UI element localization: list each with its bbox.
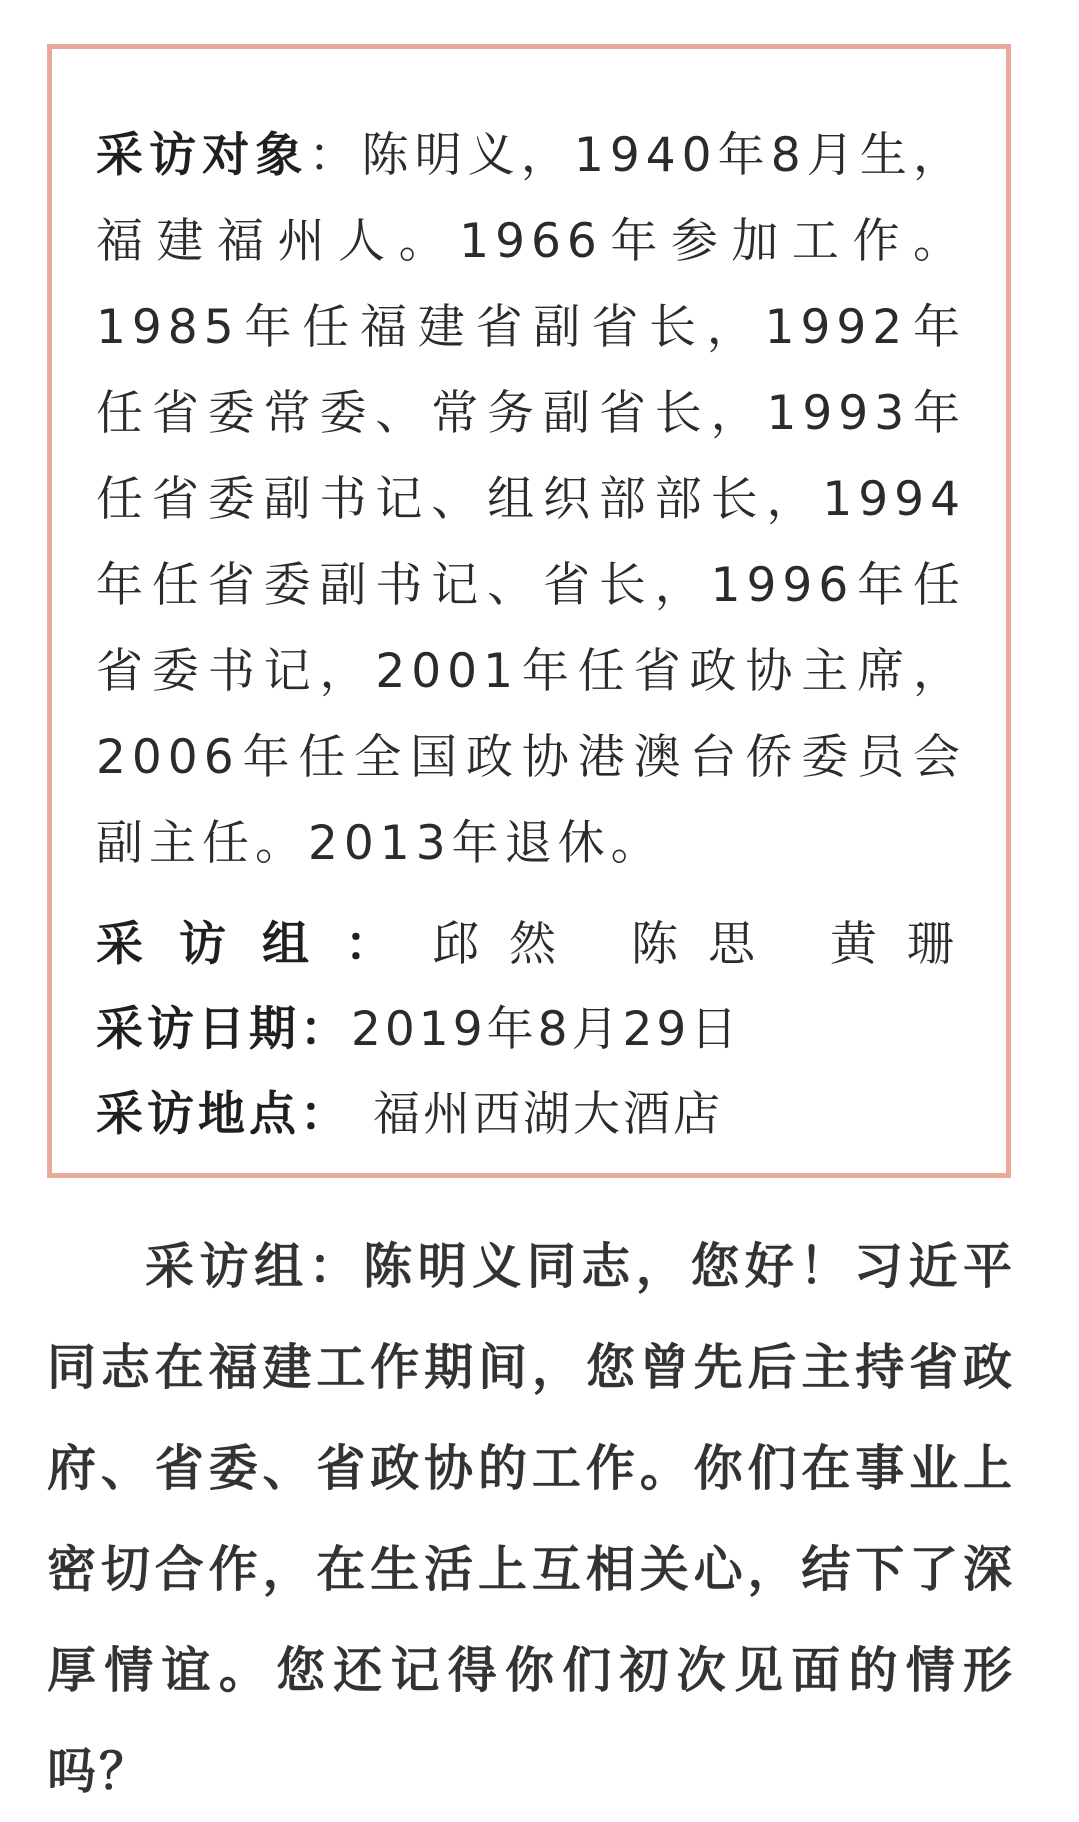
interviewee-bio — [96, 113, 966, 887]
subject-label: 采访对象 — [96, 128, 309, 183]
interviewee-info-box — [47, 44, 1011, 1178]
date-value: 2019年8月29日 — [351, 1002, 742, 1057]
subject-text: ：陈明义，1940年8月生，福建福州人。1966年参加工作。1985年任福建省副省长，1992年任省委常委、常务副省长，1993年任省委副书记、组织部部长，1994年任省委副书记、省长，1996年任省委书记，2001年任省政协主席，2006年任全国政协港澳台侨委员会副主任。2013年退休。 — [96, 128, 967, 871]
interview-date-row — [96, 1000, 741, 1060]
team-value: 邱然 陈思 黄珊 — [432, 917, 984, 972]
team-label: 采访组： — [96, 917, 428, 972]
interview-question: 采访组：陈明义同志，您好！习近平同志在福建工作期间，您曾先后主持省政府、省委、省政协的工作。你们在事业上密切合作，在生活上互相关心，结下了深厚情谊。您还记得你们初次见面的情形吗？ — [47, 1238, 1015, 1800]
place-label: 采访地点： — [96, 1087, 351, 1142]
date-label: 采访日期： — [96, 1002, 351, 1057]
interview-team-row — [96, 915, 984, 975]
place-value: 福州西湖大酒店 — [373, 1087, 723, 1142]
interview-place-row — [96, 1085, 723, 1145]
